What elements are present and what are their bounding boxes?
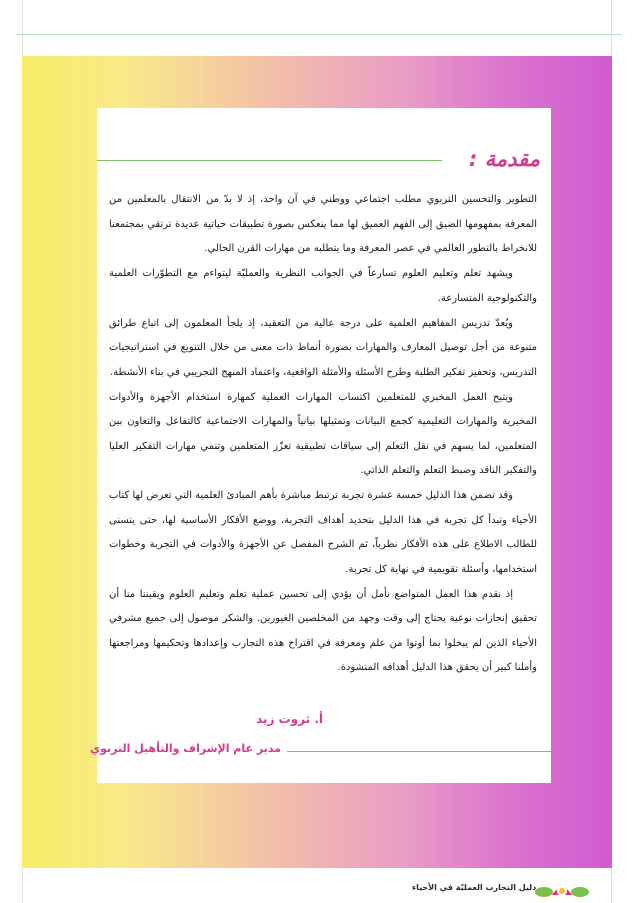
signature-title: مدير عام الإشراف والتأهيل التربوي	[90, 742, 281, 755]
introduction-text	[109, 188, 537, 681]
page-footer	[412, 878, 602, 902]
paragraph: إذ نقدم هذا العمل المتواضع نأمل أن يؤدي إلى تحسين عملية تعلم وتعليم العلوم ويقيننا منا أن تحقيق إنجازات نوعية يحتاج إلى وقت وجهد من المخلصين الغيورين. والشكر موصول إلى جميع مشرفي الأحياء الذين لم يبخلوا بما أوتوا من علم ومعرفة في اقتراح هذه التجارب وإعدادها وتحكيمها ومراجعتها وأملنا كبير أن يحقق هذا الدليل أهدافه المنشودة.	[109, 588, 537, 673]
paragraph: ويشهد تعلم وتعليم العلوم تسارعاً في الجوانب النظرية والعمليّة ليتواءم مع التطوّرات العلمية والتكنولوجية المتسارعة.	[109, 268, 537, 304]
paragraph: التطوير والتحسين التربوي مطلب اجتماعي ووطني في آن واحد، إذ لا بدّ من الانتقال بالمعلمين من المعرفة بمفهومها الضيق إلى الفهم العميق لها مما ينعكس بصورة تطبيقات حياتية عديدة ترتقي بمجتمعنا للانخراط بالتطور العالمي في عصر المعرفة وما يتطلبه من مهارات القرن الحالي.	[109, 194, 537, 254]
footer-book-title: دليل التجارب العمليّة في الأحياء	[412, 883, 537, 892]
paragraph: ويُعدّ تدريس المفاهيم العلمية على درجة عالية من التعقيد، إذ يلجأ المعلمون إلى اتباع طرائق متنوعة من أجل توصيل المعارف والمهارات بصورة أنماط ذات معنى من خلال التنويع في استراتيجيات التدريس، وتحفيز تفكير الطلبة وطرح الأسئلة والأمثلة الواقعية، واعتماد المنهج التجريبي في بناء الأنشطة.	[109, 317, 537, 378]
paragraph: وقد تضمن هذا الدليل خمسة عشرة تجربة ترتبط مباشرة بأهم المبادئ العلمية التي تعرض لها كتاب الأحياء وتبدأ كل تجربة في هذا الدليل بتحديد أهداف التجربة، ووضع الأفكار الأساسية لها، حتى يتسنى للطالب الاطلاع على هذه الأفكار نظرياً، ثم الشرح المفصل عن الأجهزة والأدوات في التجربة وخطوات استخدامها، وأسئلة تقويمية في نهاية كل تجربة.	[109, 490, 537, 575]
flower-icon	[534, 878, 590, 902]
signature-name: أ. ثروت زيد	[256, 712, 323, 726]
heading-row	[97, 146, 551, 172]
content-sheet	[90, 108, 551, 783]
page-title: مقدمة :	[468, 147, 540, 171]
heading-rule	[97, 160, 442, 161]
signature-rule	[287, 751, 551, 752]
paragraph: ويتيح العمل المخبري للمتعلمين اكتساب المهارات العملية كمهارة استخدام الأجهزة والأدوات المخبرية والمهارات التعليمية كجمع البيانات وتمثيلها بيانياً والمهارات الاجتماعية كالتفاعل والتعاون بين المتعلمين، لما يسهم في نقل التعلم إلى سياقات تطبيقية تعزّز المتعلمين وتنمي مهارات التفكير العليا والتفكير الناقد وضبط التعلم والتعلم الذاتي.	[109, 391, 537, 476]
top-frame-rule	[16, 34, 622, 35]
signature-row	[90, 742, 551, 762]
